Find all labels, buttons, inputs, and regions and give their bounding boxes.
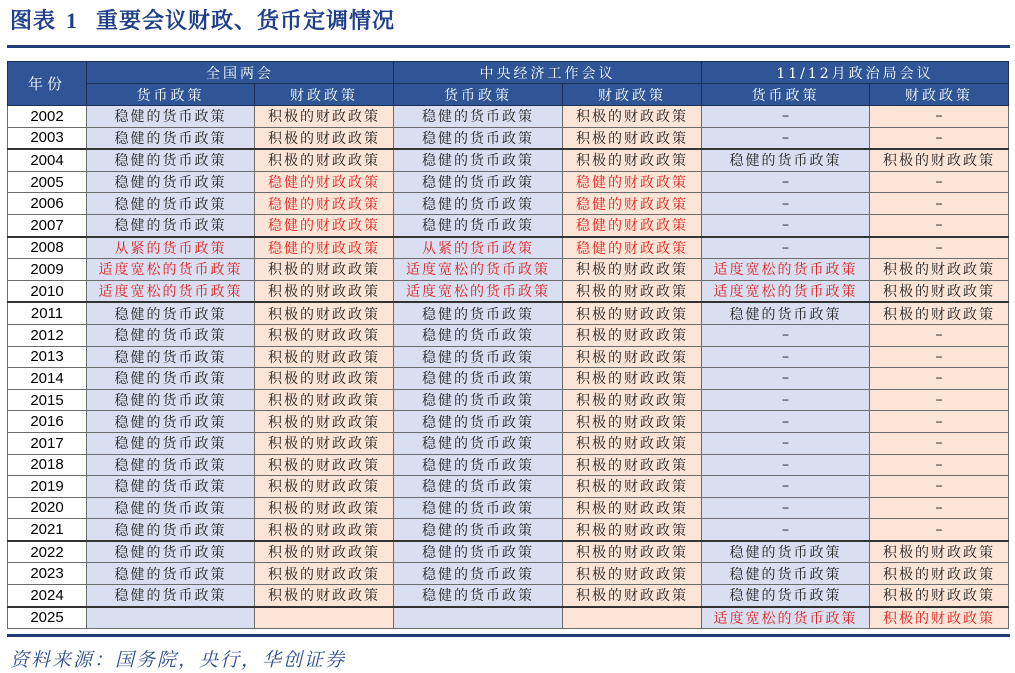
cell-npc-monetary: 稳健的货币政策 [87, 106, 255, 128]
cell-cewc-fiscal: 积极的财政政策 [563, 541, 702, 563]
table-row [8, 519, 1009, 541]
table-row [8, 454, 1009, 476]
cell-politburo-monetary: – [702, 214, 870, 236]
table-row [8, 563, 1009, 585]
cell-cewc-monetary: 适度宽松的货币政策 [394, 259, 563, 281]
table-row [8, 432, 1009, 454]
header-politburo-fiscal: 财政政策 [870, 84, 1009, 106]
year-cell: 2019 [8, 476, 87, 498]
cell-npc-fiscal: 积极的财政政策 [255, 411, 394, 433]
figure-title [10, 4, 395, 35]
cell-npc-fiscal: 积极的财政政策 [255, 368, 394, 390]
year-cell: 2012 [8, 324, 87, 346]
cell-politburo-fiscal: – [870, 193, 1009, 215]
cell-npc-monetary: 稳健的货币政策 [87, 214, 255, 236]
table-row [8, 607, 1009, 629]
table-row [8, 214, 1009, 236]
year-cell: 2024 [8, 585, 87, 607]
year-cell: 2023 [8, 563, 87, 585]
cell-npc-monetary: 稳健的货币政策 [87, 454, 255, 476]
table-row [8, 280, 1009, 302]
cell-politburo-fiscal: – [870, 324, 1009, 346]
cell-politburo-monetary: – [702, 324, 870, 346]
cell-politburo-fiscal: 积极的财政政策 [870, 541, 1009, 563]
figure-number: 1 [66, 8, 79, 33]
cell-npc-fiscal: 积极的财政政策 [255, 259, 394, 281]
year-cell: 2006 [8, 193, 87, 215]
table-row [8, 324, 1009, 346]
cell-cewc-monetary: 稳健的货币政策 [394, 324, 563, 346]
table-row [8, 171, 1009, 193]
cell-npc-fiscal: 积极的财政政策 [255, 432, 394, 454]
table-row [8, 411, 1009, 433]
cell-npc-fiscal: 积极的财政政策 [255, 585, 394, 607]
cell-npc-fiscal: 积极的财政政策 [255, 476, 394, 498]
cell-cewc-fiscal: 积极的财政政策 [563, 585, 702, 607]
year-cell: 2004 [8, 149, 87, 171]
cell-npc-fiscal: 积极的财政政策 [255, 302, 394, 324]
cell-npc-monetary: 稳健的货币政策 [87, 324, 255, 346]
cell-npc-monetary: 稳健的货币政策 [87, 563, 255, 585]
cell-npc-monetary: 从紧的货币政策 [87, 237, 255, 259]
cell-cewc-monetary: 稳健的货币政策 [394, 432, 563, 454]
year-cell: 2003 [8, 127, 87, 149]
cell-npc-fiscal: 积极的财政政策 [255, 541, 394, 563]
cell-cewc-fiscal: 积极的财政政策 [563, 563, 702, 585]
cell-cewc-fiscal: 稳健的财政政策 [563, 193, 702, 215]
cell-cewc-monetary: 稳健的货币政策 [394, 563, 563, 585]
cell-politburo-fiscal: – [870, 106, 1009, 128]
footer-divider [7, 634, 1010, 637]
cell-politburo-monetary: – [702, 411, 870, 433]
table-row [8, 389, 1009, 411]
cell-cewc-monetary: 稳健的货币政策 [394, 193, 563, 215]
year-cell: 2014 [8, 368, 87, 390]
cell-npc-monetary: 稳健的货币政策 [87, 389, 255, 411]
cell-npc-monetary: 稳健的货币政策 [87, 193, 255, 215]
year-cell: 2021 [8, 519, 87, 541]
cell-cewc-monetary: 稳健的货币政策 [394, 585, 563, 607]
cell-cewc-monetary: 稳健的货币政策 [394, 302, 563, 324]
table-row [8, 237, 1009, 259]
cell-npc-monetary: 稳健的货币政策 [87, 497, 255, 519]
cell-npc-monetary: 稳健的货币政策 [87, 346, 255, 368]
cell-politburo-fiscal: – [870, 127, 1009, 149]
cell-cewc-monetary: 稳健的货币政策 [394, 149, 563, 171]
cell-npc-fiscal: 积极的财政政策 [255, 346, 394, 368]
header-cewc-monetary: 货币政策 [394, 84, 563, 106]
cell-politburo-fiscal: – [870, 454, 1009, 476]
year-cell: 2025 [8, 607, 87, 629]
cell-npc-fiscal: 积极的财政政策 [255, 149, 394, 171]
cell-politburo-monetary: – [702, 476, 870, 498]
year-cell: 2016 [8, 411, 87, 433]
cell-politburo-fiscal: 积极的财政政策 [870, 280, 1009, 302]
cell-npc-monetary: 稳健的货币政策 [87, 432, 255, 454]
cell-cewc-monetary: 适度宽松的货币政策 [394, 280, 563, 302]
table-body [8, 106, 1009, 629]
cell-npc-fiscal: 积极的财政政策 [255, 497, 394, 519]
cell-npc-monetary: 稳健的货币政策 [87, 541, 255, 563]
cell-npc-monetary: 稳健的货币政策 [87, 127, 255, 149]
table-row [8, 368, 1009, 390]
table-row [8, 193, 1009, 215]
cell-npc-monetary: 稳健的货币政策 [87, 519, 255, 541]
cell-politburo-monetary: – [702, 519, 870, 541]
cell-cewc-monetary: 稳健的货币政策 [394, 346, 563, 368]
cell-npc-fiscal: 积极的财政政策 [255, 454, 394, 476]
cell-cewc-fiscal: 积极的财政政策 [563, 346, 702, 368]
cell-politburo-fiscal: – [870, 519, 1009, 541]
cell-politburo-monetary: 适度宽松的货币政策 [702, 280, 870, 302]
cell-npc-fiscal: 稳健的财政政策 [255, 214, 394, 236]
cell-cewc-monetary: 稳健的货币政策 [394, 368, 563, 390]
table-row [8, 541, 1009, 563]
cell-cewc-fiscal: 积极的财政政策 [563, 259, 702, 281]
year-cell: 2022 [8, 541, 87, 563]
cell-politburo-fiscal: 积极的财政政策 [870, 585, 1009, 607]
cell-npc-fiscal [255, 607, 394, 629]
cell-politburo-monetary: 适度宽松的货币政策 [702, 607, 870, 629]
table-row [8, 476, 1009, 498]
cell-cewc-monetary: 稳健的货币政策 [394, 389, 563, 411]
cell-cewc-fiscal: 积极的财政政策 [563, 368, 702, 390]
year-cell: 2002 [8, 106, 87, 128]
table-row [8, 346, 1009, 368]
year-cell: 2009 [8, 259, 87, 281]
cell-cewc-fiscal: 积极的财政政策 [563, 106, 702, 128]
cell-politburo-fiscal: 积极的财政政策 [870, 259, 1009, 281]
table-row [8, 127, 1009, 149]
table-row [8, 497, 1009, 519]
cell-politburo-fiscal: 积极的财政政策 [870, 149, 1009, 171]
year-cell: 2007 [8, 214, 87, 236]
cell-npc-monetary: 稳健的货币政策 [87, 476, 255, 498]
table-row [8, 149, 1009, 171]
cell-cewc-fiscal: 积极的财政政策 [563, 519, 702, 541]
cell-politburo-fiscal: 积极的财政政策 [870, 563, 1009, 585]
cell-cewc-monetary: 稳健的货币政策 [394, 519, 563, 541]
cell-npc-fiscal: 积极的财政政策 [255, 519, 394, 541]
year-cell: 2010 [8, 280, 87, 302]
cell-npc-monetary: 适度宽松的货币政策 [87, 259, 255, 281]
cell-politburo-monetary: – [702, 497, 870, 519]
title-divider [7, 45, 1010, 48]
cell-cewc-monetary: 从紧的货币政策 [394, 237, 563, 259]
cell-cewc-monetary: 稳健的货币政策 [394, 476, 563, 498]
cell-cewc-monetary: 稳健的货币政策 [394, 106, 563, 128]
header-npc-fiscal: 财政政策 [255, 84, 394, 106]
cell-cewc-fiscal: 积极的财政政策 [563, 149, 702, 171]
cell-npc-monetary: 适度宽松的货币政策 [87, 280, 255, 302]
cell-politburo-fiscal: 积极的财政政策 [870, 607, 1009, 629]
cell-npc-monetary: 稳健的货币政策 [87, 411, 255, 433]
cell-politburo-monetary: 稳健的货币政策 [702, 541, 870, 563]
table-row [8, 259, 1009, 281]
cell-cewc-monetary: 稳健的货币政策 [394, 411, 563, 433]
cell-npc-monetary [87, 607, 255, 629]
figure-title-text: 重要会议财政、货币定调情况 [96, 8, 396, 34]
header-group-cewc: 中央经济工作会议 [394, 62, 702, 84]
cell-cewc-fiscal: 积极的财政政策 [563, 454, 702, 476]
cell-cewc-fiscal: 积极的财政政策 [563, 324, 702, 346]
cell-cewc-fiscal: 稳健的财政政策 [563, 214, 702, 236]
cell-cewc-fiscal: 稳健的财政政策 [563, 237, 702, 259]
header-year: 年份 [8, 62, 87, 106]
cell-cewc-fiscal: 积极的财政政策 [563, 389, 702, 411]
cell-politburo-fiscal: – [870, 411, 1009, 433]
cell-cewc-fiscal [563, 607, 702, 629]
header-row-groups [8, 62, 1009, 84]
table-row [8, 585, 1009, 607]
header-politburo-monetary: 货币政策 [702, 84, 870, 106]
cell-politburo-monetary: 稳健的货币政策 [702, 585, 870, 607]
table-row [8, 302, 1009, 324]
cell-politburo-monetary: – [702, 432, 870, 454]
cell-cewc-monetary: 稳健的货币政策 [394, 497, 563, 519]
year-cell: 2008 [8, 237, 87, 259]
cell-politburo-monetary: – [702, 127, 870, 149]
cell-politburo-monetary: 稳健的货币政策 [702, 563, 870, 585]
year-cell: 2018 [8, 454, 87, 476]
year-cell: 2015 [8, 389, 87, 411]
cell-politburo-monetary: – [702, 368, 870, 390]
cell-politburo-fiscal: – [870, 389, 1009, 411]
cell-cewc-monetary: 稳健的货币政策 [394, 214, 563, 236]
cell-politburo-monetary: – [702, 454, 870, 476]
cell-cewc-fiscal: 积极的财政政策 [563, 411, 702, 433]
policy-table [7, 61, 1009, 629]
cell-npc-fiscal: 积极的财政政策 [255, 389, 394, 411]
cell-politburo-monetary: – [702, 237, 870, 259]
year-cell: 2013 [8, 346, 87, 368]
cell-politburo-fiscal: – [870, 476, 1009, 498]
cell-cewc-fiscal: 积极的财政政策 [563, 432, 702, 454]
figure-label: 图表 [10, 8, 57, 34]
year-cell: 2020 [8, 497, 87, 519]
cell-npc-monetary: 稳健的货币政策 [87, 302, 255, 324]
cell-cewc-fiscal: 积极的财政政策 [563, 497, 702, 519]
cell-npc-monetary: 稳健的货币政策 [87, 585, 255, 607]
cell-cewc-monetary: 稳健的货币政策 [394, 127, 563, 149]
cell-politburo-fiscal: – [870, 432, 1009, 454]
year-cell: 2017 [8, 432, 87, 454]
cell-npc-monetary: 稳健的货币政策 [87, 368, 255, 390]
cell-politburo-fiscal: – [870, 368, 1009, 390]
cell-politburo-monetary: 稳健的货币政策 [702, 149, 870, 171]
cell-npc-fiscal: 稳健的财政政策 [255, 193, 394, 215]
cell-politburo-monetary: – [702, 106, 870, 128]
cell-npc-fiscal: 稳健的财政政策 [255, 171, 394, 193]
year-cell: 2011 [8, 302, 87, 324]
cell-politburo-monetary: – [702, 389, 870, 411]
cell-cewc-monetary: 稳健的货币政策 [394, 454, 563, 476]
year-cell: 2005 [8, 171, 87, 193]
cell-cewc-fiscal: 积极的财政政策 [563, 127, 702, 149]
cell-npc-fiscal: 积极的财政政策 [255, 280, 394, 302]
cell-politburo-fiscal: – [870, 214, 1009, 236]
cell-npc-monetary: 稳健的货币政策 [87, 149, 255, 171]
cell-politburo-monetary: – [702, 193, 870, 215]
header-row-sub [8, 84, 1009, 106]
cell-politburo-fiscal: 积极的财政政策 [870, 302, 1009, 324]
header-cewc-fiscal: 财政政策 [563, 84, 702, 106]
cell-cewc-monetary: 稳健的货币政策 [394, 171, 563, 193]
table-row [8, 106, 1009, 128]
cell-politburo-monetary: – [702, 346, 870, 368]
cell-cewc-fiscal: 稳健的财政政策 [563, 171, 702, 193]
header-group-politburo: 11/12月政治局会议 [702, 62, 1009, 84]
cell-npc-fiscal: 稳健的财政政策 [255, 237, 394, 259]
cell-cewc-monetary: 稳健的货币政策 [394, 541, 563, 563]
cell-politburo-fiscal: – [870, 237, 1009, 259]
cell-cewc-fiscal: 积极的财政政策 [563, 476, 702, 498]
source-note: 资料来源：国务院，央行，华创证券 [10, 649, 347, 671]
cell-npc-fiscal: 积极的财政政策 [255, 324, 394, 346]
cell-npc-monetary: 稳健的货币政策 [87, 171, 255, 193]
cell-politburo-fiscal: – [870, 497, 1009, 519]
cell-npc-fiscal: 积极的财政政策 [255, 106, 394, 128]
cell-politburo-fiscal: – [870, 171, 1009, 193]
cell-cewc-fiscal: 积极的财政政策 [563, 302, 702, 324]
cell-cewc-fiscal: 积极的财政政策 [563, 280, 702, 302]
cell-politburo-monetary: 适度宽松的货币政策 [702, 259, 870, 281]
cell-npc-fiscal: 积极的财政政策 [255, 563, 394, 585]
cell-politburo-fiscal: – [870, 346, 1009, 368]
cell-politburo-monetary: 稳健的货币政策 [702, 302, 870, 324]
cell-npc-fiscal: 积极的财政政策 [255, 127, 394, 149]
cell-politburo-monetary: – [702, 171, 870, 193]
cell-cewc-monetary [394, 607, 563, 629]
header-group-npc: 全国两会 [87, 62, 394, 84]
header-npc-monetary: 货币政策 [87, 84, 255, 106]
